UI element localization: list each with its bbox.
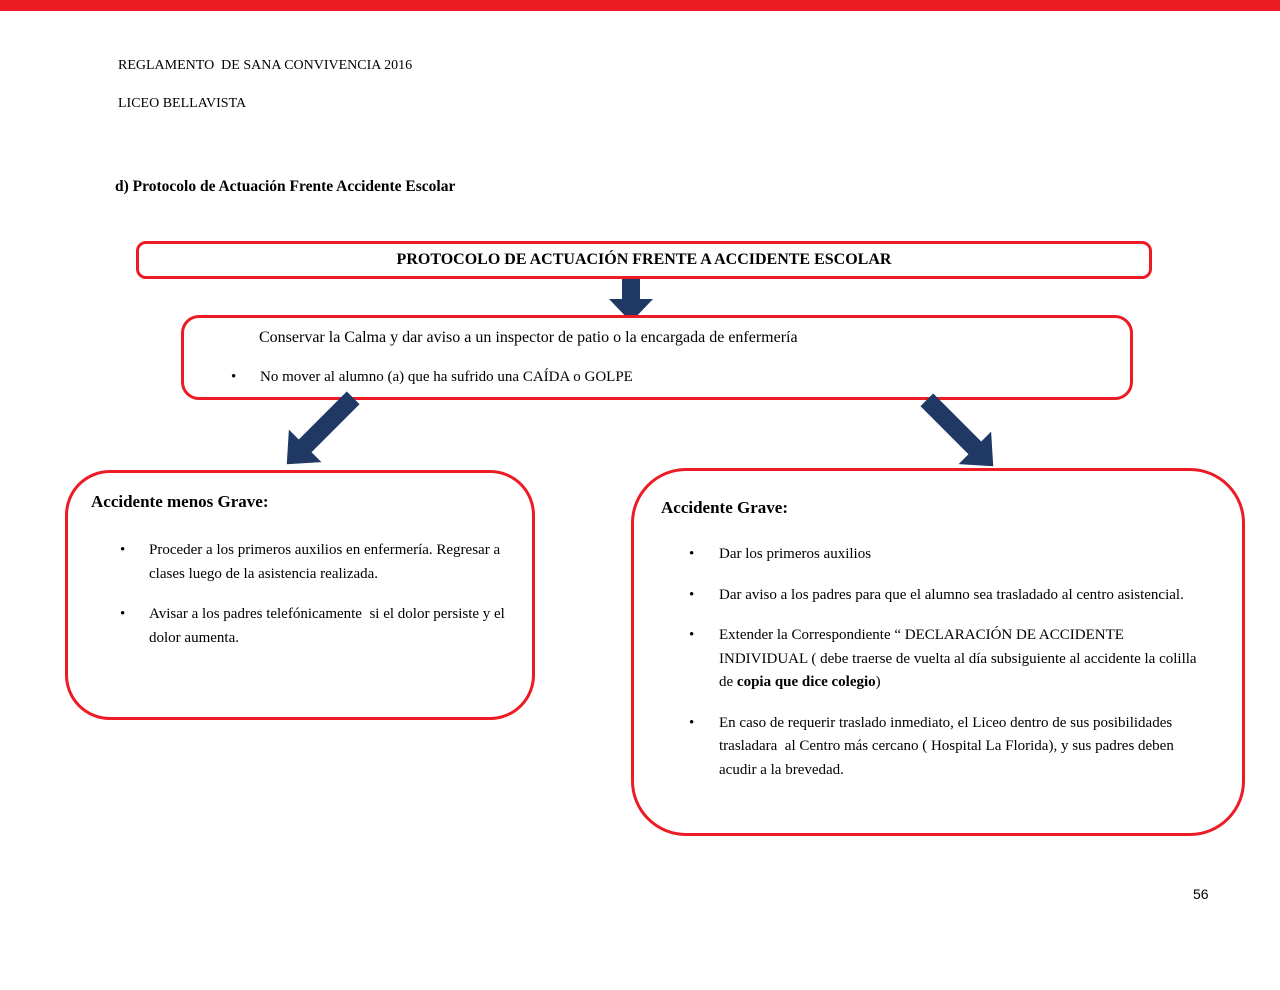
list-item xyxy=(689,624,1201,695)
bullet-icon: • xyxy=(120,542,126,558)
list-item xyxy=(120,603,512,650)
grave-bullet3-bold: copia que dice colegio xyxy=(736,674,876,690)
bullet-icon: • xyxy=(689,546,695,562)
bullet-icon: • xyxy=(689,714,695,731)
minor-accident-bullet-list xyxy=(120,539,512,667)
grave-accident-heading: Accidente Grave: xyxy=(661,498,788,517)
grave-bullet3-post: ) xyxy=(875,674,881,690)
grave-accident-box xyxy=(631,468,1245,836)
step1-text: Conservar la Calma y dar aviso a un inspector de patio o la encargada de enfermería xyxy=(259,329,798,346)
bullet-icon: • xyxy=(120,606,126,622)
grave-accident-bullet-list xyxy=(689,543,1201,799)
grave-bullet-text xyxy=(719,624,1201,695)
step1-bullet-text: No mover al alumno (a) que ha sufrido una CAÍDA o GOLPE xyxy=(260,369,633,385)
grave-bullet-text: Dar los primeros auxilios xyxy=(719,546,872,562)
minor-bullet-text: Avisar a los padres telefónicamente si el dolor persiste y el dolor aumenta. xyxy=(149,606,509,646)
section-heading: d) Protocolo de Actuación Frente Accidente Escolar xyxy=(115,178,456,195)
list-item xyxy=(689,712,1201,783)
grave-bullet3-pre: Extender la Correspondiente “ DECLARACIÓN DE ACCIDENTE INDIVIDUAL ( debe traerse de vuelta al día subsiguiente al accidente la colilla de xyxy=(719,627,1201,690)
flowchart-title-box xyxy=(136,241,1152,279)
bullet-icon: • xyxy=(231,369,237,385)
document-header-line2: LICEO BELLAVISTA xyxy=(118,96,247,111)
grave-bullet-text: En caso de requerir traslado inmediato, el Liceo dentro de sus posibilidades trasladara al Centro más cercano ( Hospital La Florida), y sus padres deben acudir a la brevedad. xyxy=(719,714,1180,778)
top-red-bar xyxy=(0,0,1280,11)
grave-bullet-text: Dar aviso a los padres para que el alumno sea trasladado al centro asistencial. xyxy=(719,586,1184,603)
page-number: 56 xyxy=(1193,886,1209,902)
minor-accident-heading: Accidente menos Grave: xyxy=(91,492,269,511)
flowchart-title: PROTOCOLO DE ACTUACIÓN FRENTE A ACCIDENTE ESCOLAR xyxy=(396,251,892,268)
minor-accident-box xyxy=(65,470,535,720)
step1-box xyxy=(181,315,1133,400)
list-item xyxy=(689,543,1201,567)
bullet-icon: • xyxy=(689,627,695,643)
step1-bullet xyxy=(231,369,633,386)
list-item xyxy=(120,539,512,586)
minor-bullet-text: Proceder a los primeros auxilios en enfermería. Regresar a clases luego de la asistencia realizada. xyxy=(149,542,504,582)
document-header-line1: REGLAMENTO DE SANA CONVIVENCIA 2016 xyxy=(118,58,413,73)
bullet-icon: • xyxy=(689,586,695,603)
list-item xyxy=(689,584,1201,608)
